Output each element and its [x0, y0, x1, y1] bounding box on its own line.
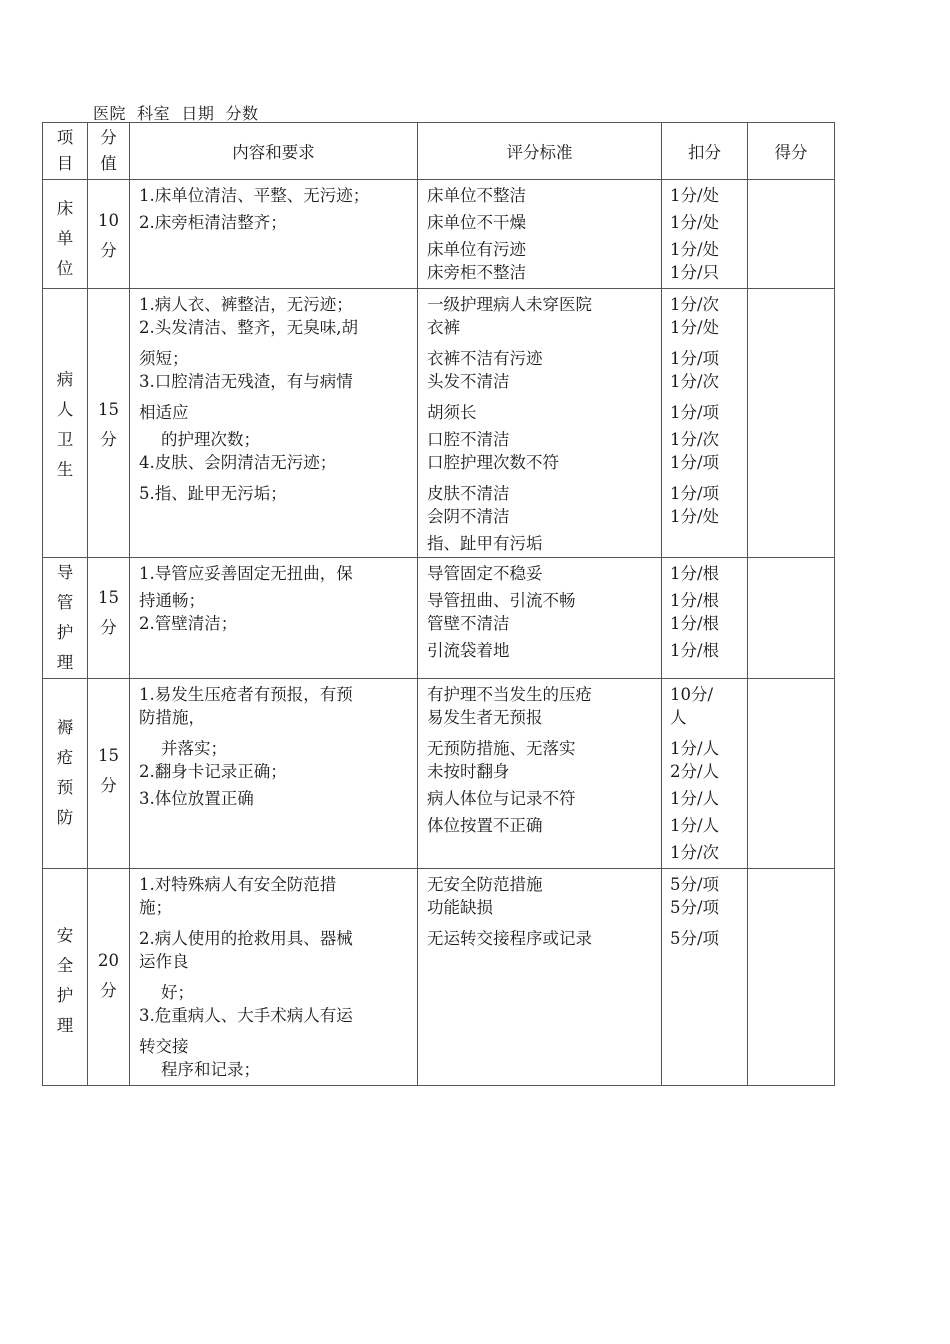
header-deduct: 扣分 [662, 123, 748, 180]
form-header: 医院 科室 日期 分数 [93, 104, 259, 123]
table-row [43, 289, 835, 558]
deduct-cell: 5分/项 5分/项 5分/项 [662, 869, 748, 1086]
table-row [43, 679, 835, 869]
deduct-cell: 1分/处 1分/处 1分/处 1分/只 [662, 180, 748, 289]
score-cell: 15 分 [88, 679, 130, 869]
criteria-cell: 无安全防范措施 功能缺损 无运转交接程序或记录 [418, 869, 662, 1086]
score-cell: 15 分 [88, 289, 130, 558]
get-score-cell [748, 180, 835, 289]
score-cell: 15 分 [88, 558, 130, 679]
table-row [43, 558, 835, 679]
header-content: 内容和要求 [130, 123, 418, 180]
get-score-cell [748, 558, 835, 679]
header-criteria: 评分标准 [418, 123, 662, 180]
header-item: 项 目 [43, 123, 88, 180]
evaluation-table [42, 122, 835, 1086]
header-score: 分 值 [88, 123, 130, 180]
criteria-cell: 一级护理病人未穿医院 衣裤 衣裤不洁有污迹 头发不清洁 胡须长 口腔不清洁 口腔护理次数不符 皮肤不清洁 会阴不清洁 指、趾甲有污垢 [418, 289, 662, 558]
header-get-score: 得分 [748, 123, 835, 180]
criteria-cell: 床单位不整洁 床单位不干燥 床单位有污迹 床旁柜不整洁 [418, 180, 662, 289]
deduct-cell: 10分/ 人 1分/人 2分/人 1分/人 1分/人 1分/次 [662, 679, 748, 869]
deduct-cell: 1分/次 1分/处 1分/项 1分/次 1分/项 1分/次 1分/项 1分/项 1分/处 [662, 289, 748, 558]
criteria-cell: 有护理不当发生的压疮 易发生者无预报 无预防措施、无落实 未按时翻身 病人体位与记录不符 体位按置不正确 [418, 679, 662, 869]
content-cell: 1.导管应妥善固定无扭曲，保 持通畅； 2.管壁清洁； [130, 558, 418, 679]
item-cell: 病 人 卫 生 [43, 289, 88, 558]
item-cell: 导 管 护 理 [43, 558, 88, 679]
get-score-cell [748, 289, 835, 558]
score-cell: 20 分 [88, 869, 130, 1086]
table-row [43, 180, 835, 289]
content-cell: 1.病人衣、裤整洁，无污迹； 2.头发清洁、整齐，无臭味,胡 须短； 3.口腔清洁无残渣，有与病情 相适应 的护理次数； 4.皮肤、会阴清洁无污迹； 5.指、趾甲无污垢； [130, 289, 418, 558]
get-score-cell [748, 679, 835, 869]
content-cell: 1.易发生压疮者有预报，有预 防措施， 并落实； 2.翻身卡记录正确； 3.体位放置正确 [130, 679, 418, 869]
get-score-cell [748, 869, 835, 1086]
table-header-row [43, 123, 835, 180]
item-cell: 褥 疮 预 防 [43, 679, 88, 869]
score-cell: 10 分 [88, 180, 130, 289]
item-cell: 床 单 位 [43, 180, 88, 289]
table-row [43, 869, 835, 1086]
content-cell: 1.对特殊病人有安全防范措 施； 2.病人使用的抢救用具、器械 运作良 好； 3.危重病人、大手术病人有运 转交接 程序和记录； [130, 869, 418, 1086]
deduct-cell: 1分/根 1分/根 1分/根 1分/根 [662, 558, 748, 679]
content-cell: 1.床单位清洁、平整、无污迹； 2.床旁柜清洁整齐； [130, 180, 418, 289]
item-cell: 安 全 护 理 [43, 869, 88, 1086]
criteria-cell: 导管固定不稳妥 导管扭曲、引流不畅 管壁不清洁 引流袋着地 [418, 558, 662, 679]
